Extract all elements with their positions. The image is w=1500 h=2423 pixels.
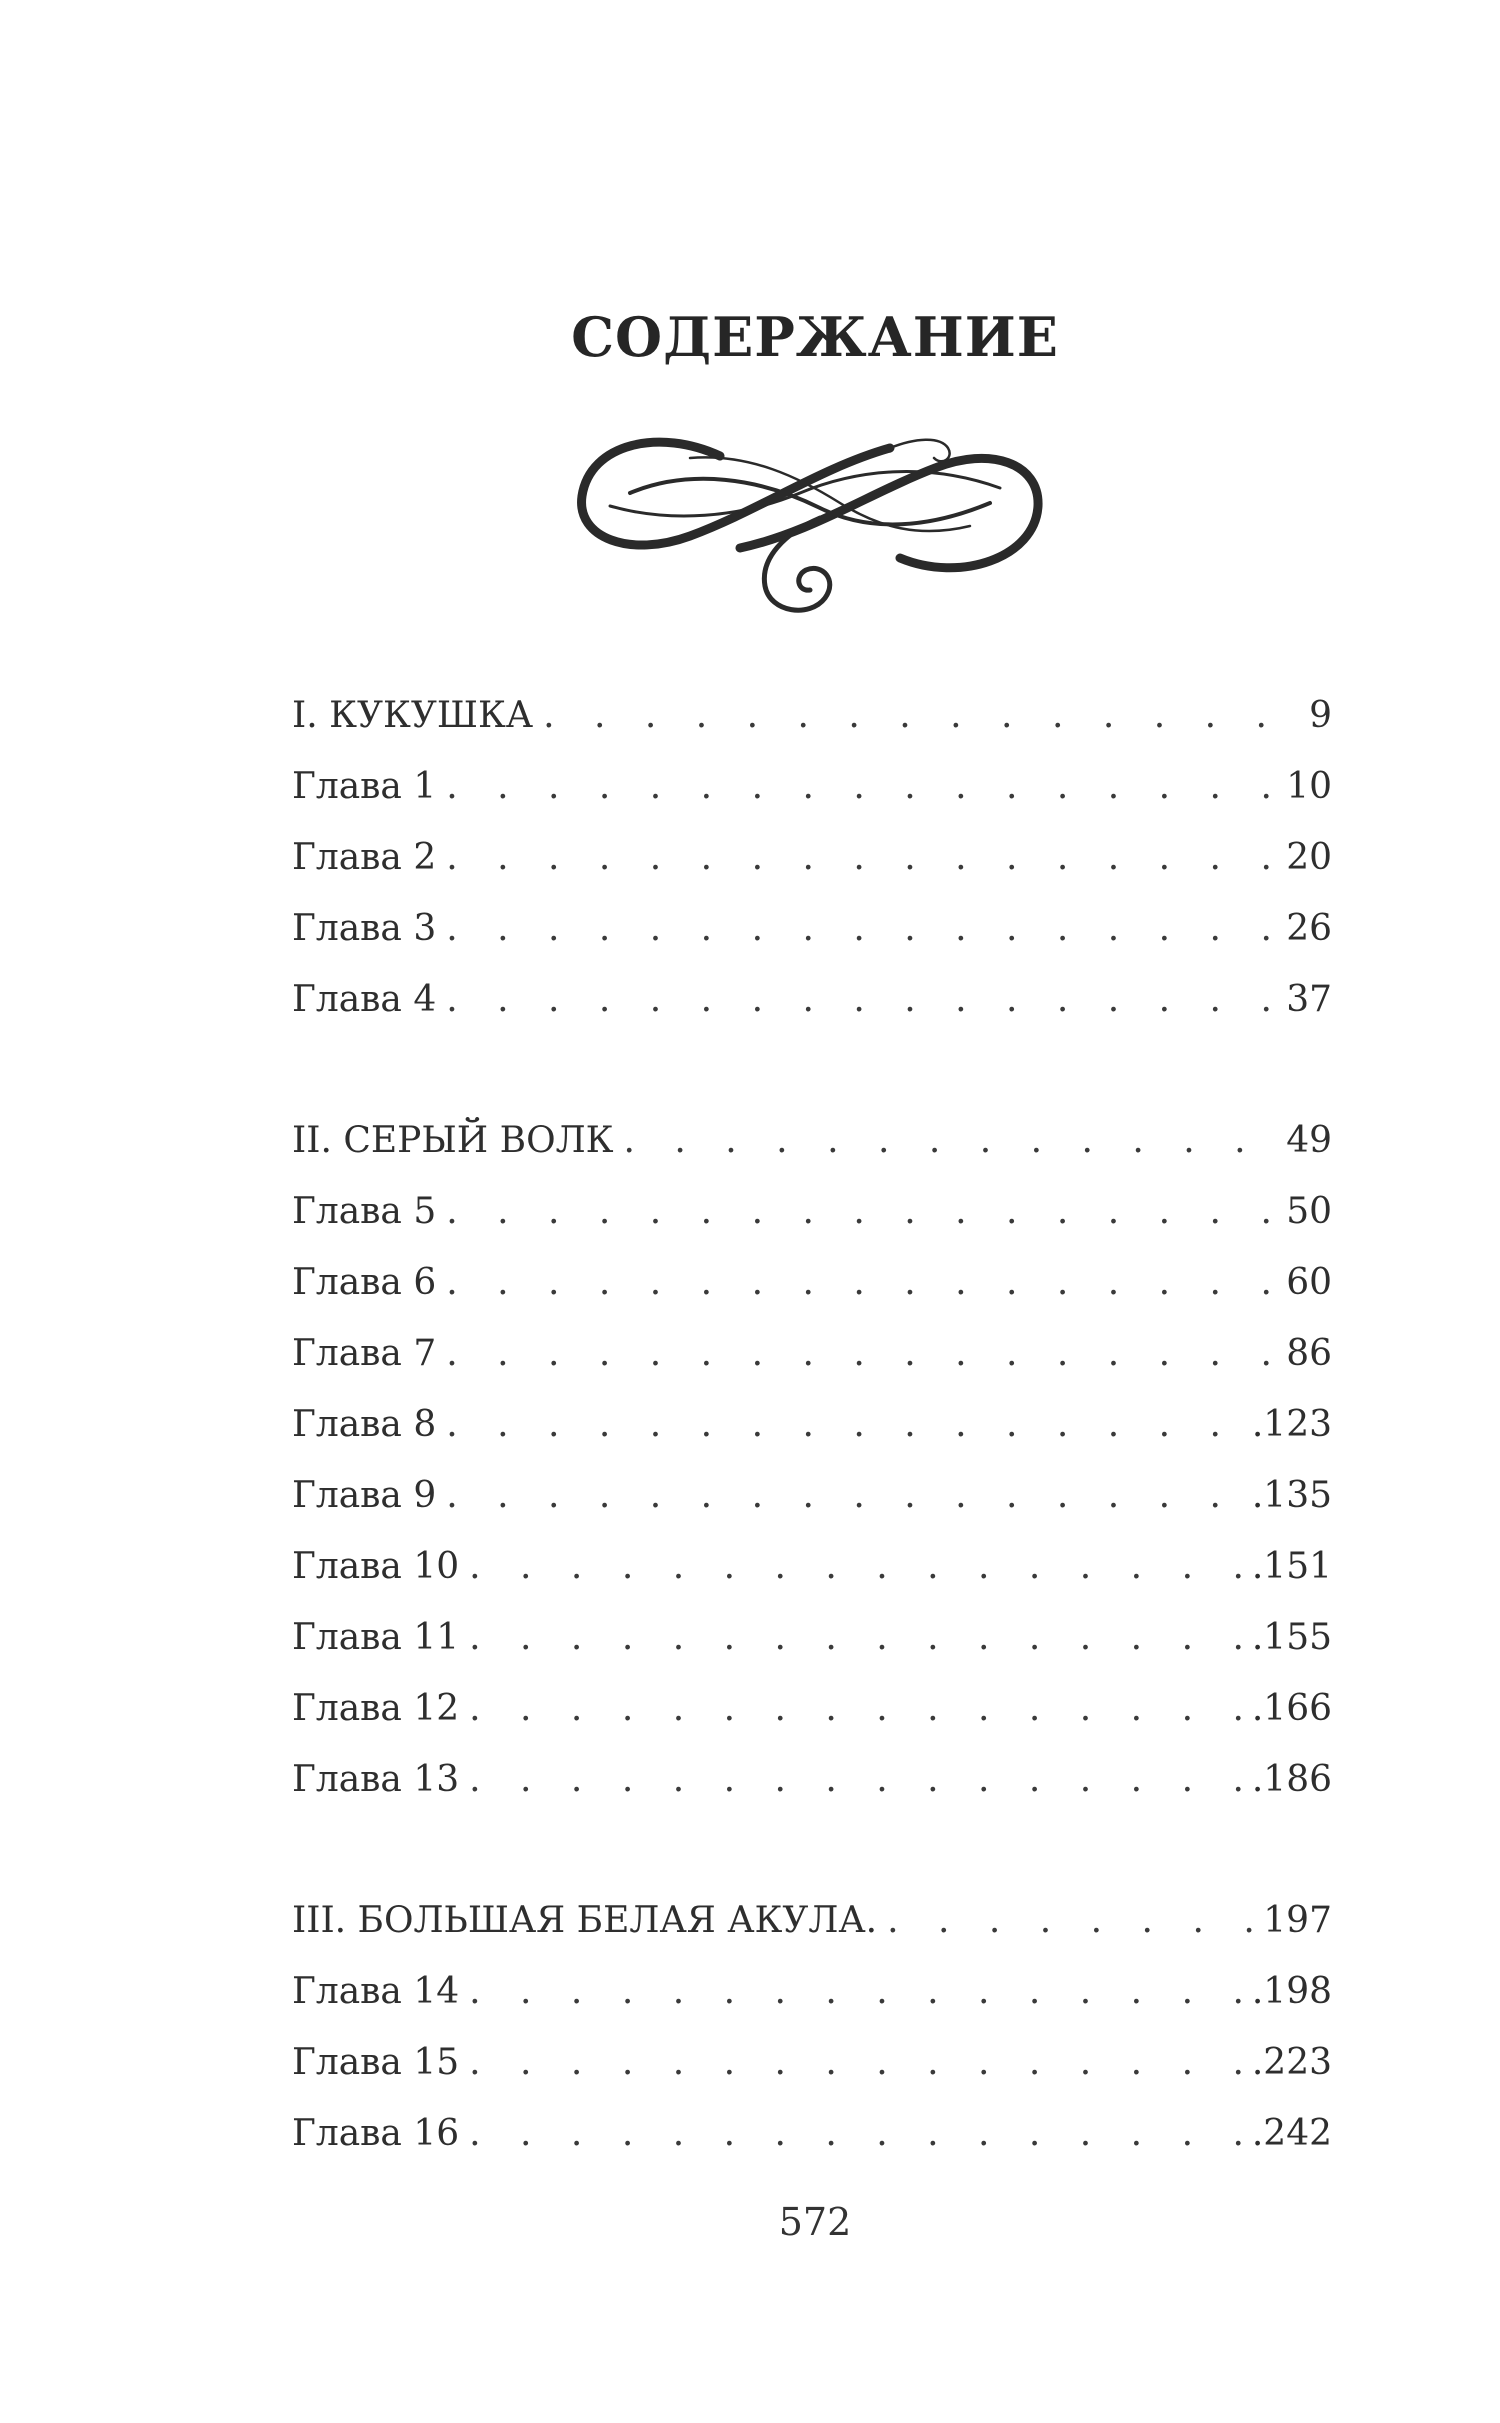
toc-page-number: .155: [1251, 1617, 1332, 1658]
toc-page-number: 86: [1286, 1333, 1332, 1374]
toc-page-number: .198: [1251, 1971, 1332, 2012]
toc-chapter-entry[interactable]: [292, 822, 1332, 893]
toc-chapter-entry[interactable]: [292, 1318, 1332, 1389]
toc-chapter-entry[interactable]: [292, 2098, 1332, 2169]
toc-section-3: [292, 1885, 1332, 2169]
dot-leader: [446, 822, 1280, 893]
dot-leader: [446, 1389, 1246, 1460]
toc-page-number: 20: [1286, 837, 1332, 878]
page-title: СОДЕРЖАНИЕ: [571, 305, 1059, 369]
flourish-ornament-icon: [570, 408, 1050, 628]
toc-chapter-entry[interactable]: [292, 1673, 1332, 1744]
toc-entry-label: Глава 15: [292, 2042, 460, 2083]
toc-page-number: 26: [1286, 908, 1332, 949]
dot-leader: [446, 1176, 1280, 1247]
toc-chapter-entry[interactable]: [292, 964, 1332, 1035]
toc-entry-label: Глава 9: [292, 1475, 437, 1516]
toc-page-number: .123: [1251, 1404, 1332, 1445]
dot-leader: [446, 964, 1280, 1035]
toc-chapter-entry[interactable]: [292, 1744, 1332, 1815]
toc-entry-label: Глава 13: [292, 1759, 460, 1800]
toc-entry-label: Глава 1: [292, 766, 437, 807]
dot-leader: [469, 2027, 1246, 2098]
dot-leader: [469, 2098, 1246, 2169]
toc-chapter-entry[interactable]: [292, 1956, 1332, 2027]
toc-section-1: [292, 680, 1332, 1035]
page-number: 572: [778, 2200, 852, 2244]
toc-section-heading[interactable]: [292, 1105, 1332, 1176]
toc-entry-label: Глава 8: [292, 1404, 437, 1445]
dot-leader: [469, 1673, 1246, 1744]
dot-leader: [446, 1460, 1246, 1531]
toc-chapter-entry[interactable]: [292, 1176, 1332, 1247]
toc-chapter-entry[interactable]: [292, 1389, 1332, 1460]
toc-chapter-entry[interactable]: [292, 751, 1332, 822]
dot-leader: [446, 893, 1280, 964]
toc-page-number: 49: [1286, 1120, 1332, 1161]
toc-page-number: 60: [1286, 1262, 1332, 1303]
dot-leader: [469, 1531, 1246, 1602]
toc-chapter-entry[interactable]: [292, 1247, 1332, 1318]
toc-page-number: .135: [1251, 1475, 1332, 1516]
dot-leader: [624, 1105, 1281, 1176]
toc-entry-label: II. СЕРЫЙ ВОЛК: [292, 1120, 614, 1161]
toc-entry-label: Глава 14: [292, 1971, 460, 2012]
toc-entry-label: I. КУКУШКА: [292, 695, 534, 736]
toc-chapter-entry[interactable]: [292, 1602, 1332, 1673]
toc-entry-label: Глава 3: [292, 908, 437, 949]
toc-page-number: 37: [1286, 979, 1332, 1020]
toc-section-heading[interactable]: [292, 680, 1332, 751]
toc-page-number: .186: [1251, 1759, 1332, 1800]
toc-page-number: .223: [1251, 2042, 1332, 2083]
toc-section-2: [292, 1105, 1332, 1815]
dot-leader: [469, 1956, 1246, 2027]
toc-entry-label: Глава 10: [292, 1546, 460, 1587]
dot-leader: [469, 1744, 1246, 1815]
toc-entry-label: Глава 16: [292, 2113, 460, 2154]
toc-page-number: 9: [1309, 695, 1332, 736]
dot-leader: [469, 1602, 1246, 1673]
toc-entry-label: Глава 2: [292, 837, 437, 878]
toc-chapter-entry[interactable]: [292, 1460, 1332, 1531]
dot-leader: [446, 1318, 1280, 1389]
toc-entry-label: III. БОЛЬШАЯ БЕЛАЯ АКУЛА.: [292, 1900, 878, 1941]
toc-page-number: .242: [1251, 2113, 1332, 2154]
toc-page-number: 50: [1286, 1191, 1332, 1232]
toc-page-number: .151: [1251, 1546, 1332, 1587]
toc-chapter-entry[interactable]: [292, 893, 1332, 964]
toc-page-number: .166: [1251, 1688, 1332, 1729]
toc-page-number: 197: [1263, 1900, 1332, 1941]
toc-chapter-entry[interactable]: [292, 1531, 1332, 1602]
toc-entry-label: Глава 4: [292, 979, 437, 1020]
table-of-contents: [292, 680, 1332, 2169]
toc-entry-label: Глава 7: [292, 1333, 437, 1374]
toc-entry-label: Глава 5: [292, 1191, 437, 1232]
dot-leader: [887, 1885, 1257, 1956]
dot-leader: [446, 751, 1280, 822]
toc-entry-label: Глава 6: [292, 1262, 437, 1303]
toc-entry-label: Глава 11: [292, 1617, 460, 1658]
toc-section-heading[interactable]: [292, 1885, 1332, 1956]
toc-chapter-entry[interactable]: [292, 2027, 1332, 2098]
dot-leader: [446, 1247, 1280, 1318]
dot-leader: [543, 680, 1286, 751]
toc-entry-label: Глава 12: [292, 1688, 460, 1729]
toc-page-number: 10: [1286, 766, 1332, 807]
